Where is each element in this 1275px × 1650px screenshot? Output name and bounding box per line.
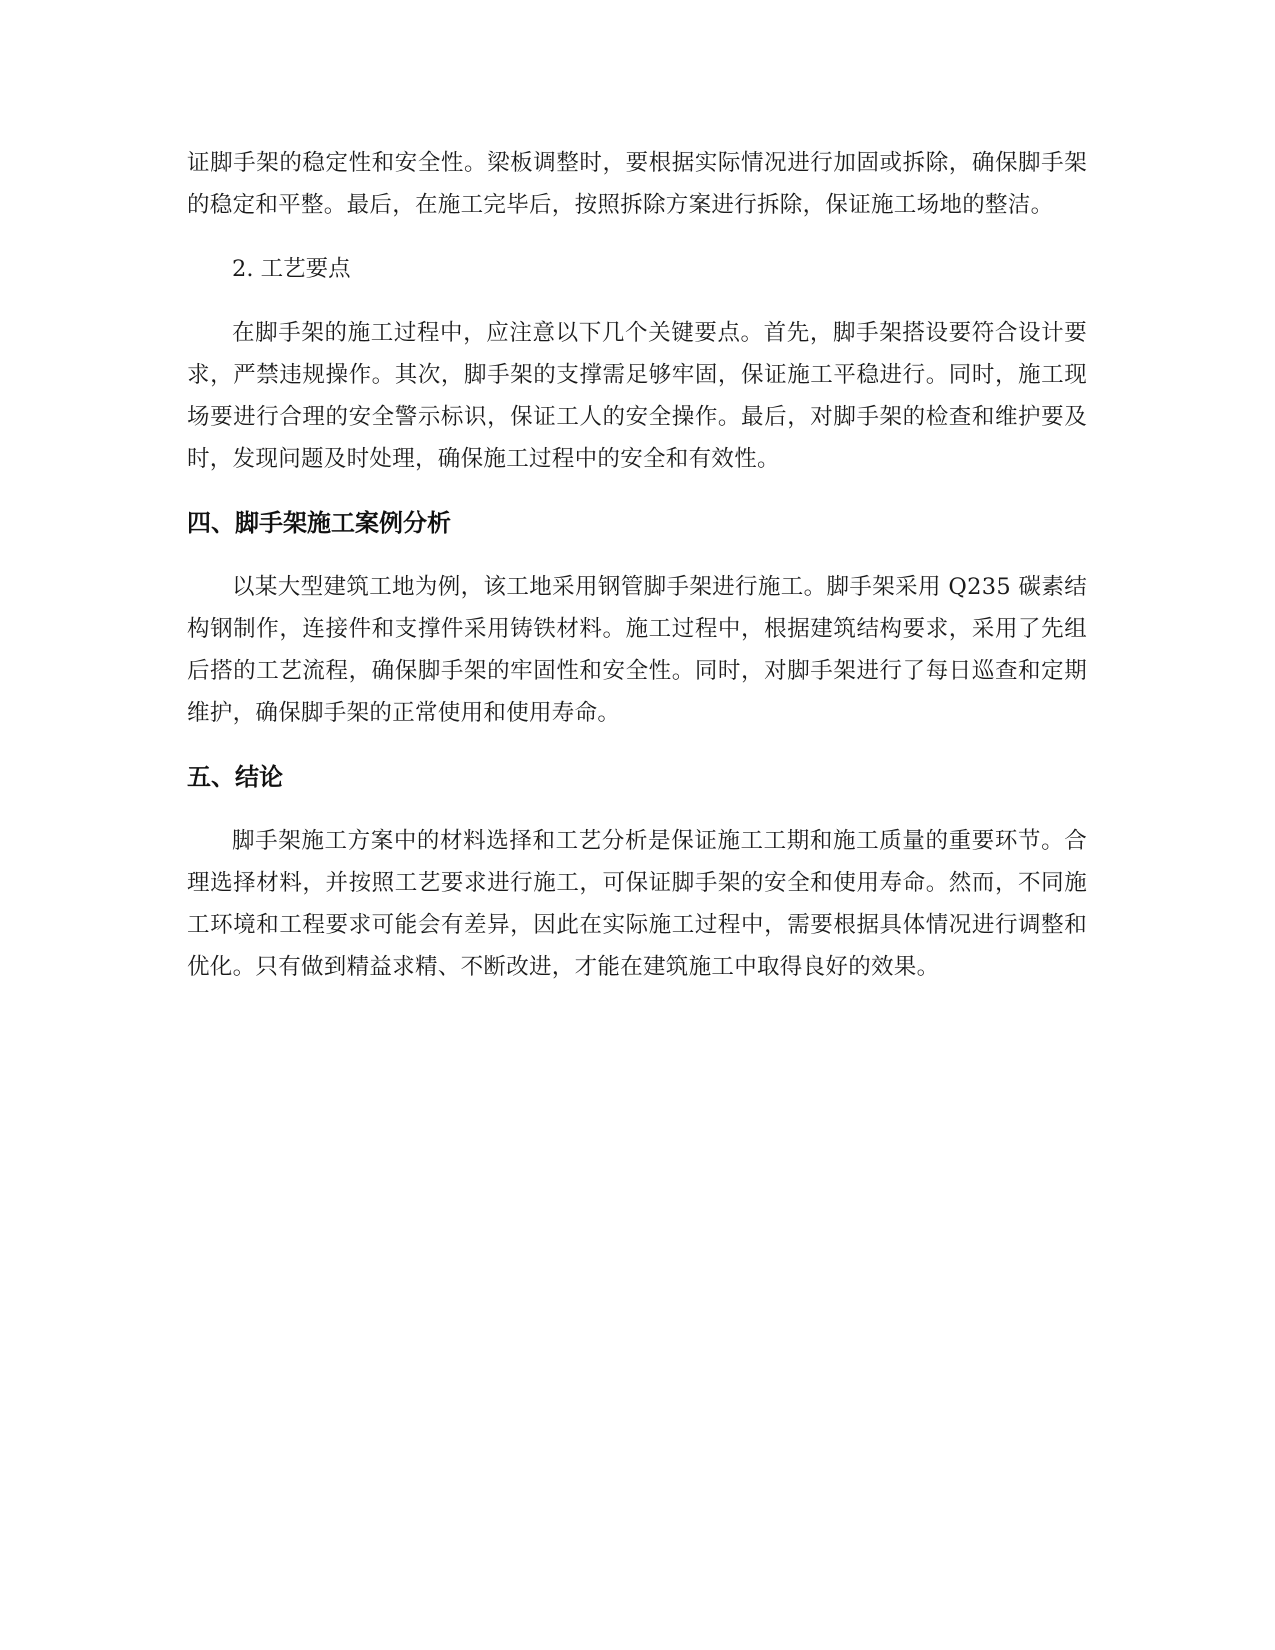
document-page xyxy=(187,142,1087,988)
subsection-heading-process-points: 2. 工艺要点 xyxy=(232,256,351,282)
section4-paragraph: 以某大型建筑工地为例，该工地采用钢管脚手架进行施工。脚手架采用 Q235 碳素结构钢制作，连接件和支撑件采用铸铁材料。施工过程中，根据建筑结构要求，采用了先组后搭的工艺流程，确保脚手架的牢固性和安全性。同时，对脚手架进行了每日巡查和定期维护，确保脚手架的正常使用和使用寿命。 xyxy=(187,574,1087,726)
section5-paragraph: 脚手架施工方案中的材料选择和工艺分析是保证施工工期和施工质量的重要环节。合理选择材料，并按照工艺要求进行施工，可保证脚手架的安全和使用寿命。然而，不同施工环境和工程要求可能会有差异，因此在实际施工过程中，需要根据具体情况进行调整和优化。只有做到精益求精、不断改进，才能在建筑施工中取得良好的效果。 xyxy=(187,828,1087,980)
section4-heading: 四、脚手架施工案例分析 xyxy=(187,509,451,537)
process-points-paragraph: 在脚手架的施工过程中，应注意以下几个关键要点。首先，脚手架搭设要符合设计要求，严禁违规操作。其次，脚手架的支撑需足够牢固，保证施工平稳进行。同时，施工现场要进行合理的安全警示标识，保证工人的安全操作。最后，对脚手架的检查和维护要及时，发现问题及时处理，确保施工过程中的安全和有效性。 xyxy=(187,320,1087,472)
section5-heading: 五、结论 xyxy=(187,763,283,791)
section3-continued-paragraph: 证脚手架的稳定性和安全性。梁板调整时，要根据实际情况进行加固或拆除，确保脚手架的稳定和平整。最后，在施工完毕后，按照拆除方案进行拆除，保证施工场地的整洁。 xyxy=(187,150,1087,218)
